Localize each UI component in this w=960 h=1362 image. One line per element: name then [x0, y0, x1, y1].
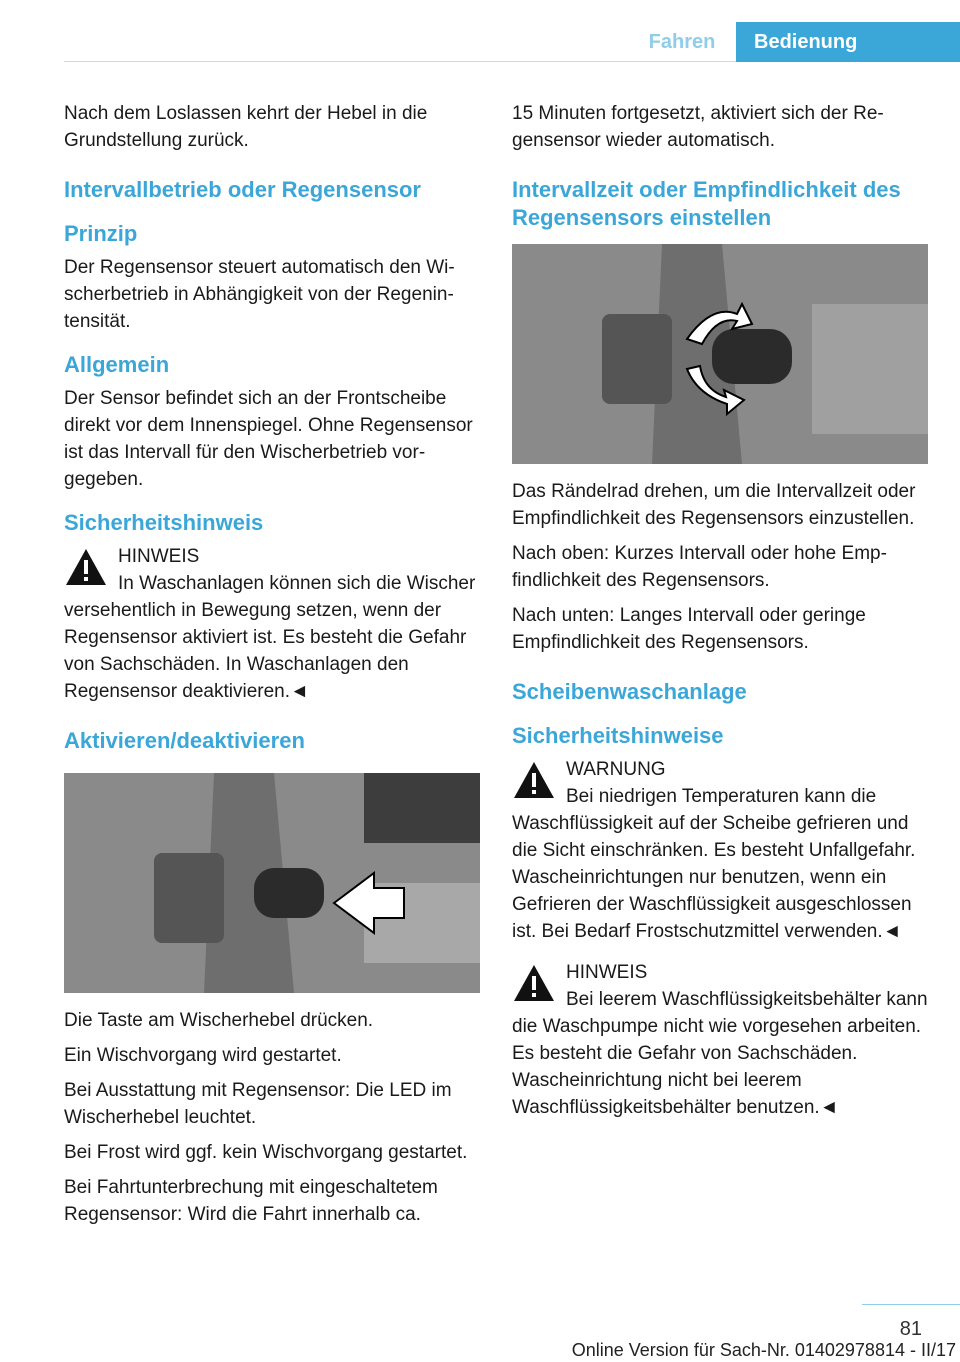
warning-triangle-icon — [512, 760, 556, 800]
lever-illustration — [64, 773, 480, 993]
heading-prinzip: Prinzip — [64, 221, 138, 246]
tab-bedienung[interactable]: Bedienung — [736, 22, 960, 62]
warning-triangle-icon — [64, 547, 108, 587]
paragraph: Die Taste am Wischerhebel drücken. — [64, 1010, 374, 1031]
warning-box — [512, 756, 932, 945]
page-number: 81 — [899, 1318, 922, 1340]
paragraph: Ein Wischvorgang wird gestartet. — [64, 1045, 342, 1066]
heading-intervallbetrieb: Intervallbetrieb oder Regensensor — [64, 177, 421, 202]
warning-title: WARNUNG — [566, 759, 666, 780]
paragraph: Das Rändelrad drehen, um die Intervallzeit oder Empfindlichkeit des Regensensors einzustellen. — [512, 481, 916, 529]
heading-allgemein: Allgemein — [64, 352, 170, 377]
heading-sicherheitshinweis: Sicherheitshinweis — [64, 510, 264, 535]
paragraph: Bei Ausstattung mit Regensensor: Die LED im Wischerhebel leuchtet. — [64, 1080, 452, 1128]
warning-box — [64, 543, 484, 705]
notice-title: HINWEIS — [566, 962, 648, 983]
paragraph: Der Regensensor steuert automatisch den Wischerbetrieb in Abhängigkeit von der Regenintensität. — [64, 257, 455, 332]
notice-box — [512, 959, 932, 1121]
wiper-lever-button-photo — [64, 773, 480, 993]
left-column — [64, 100, 484, 1236]
heading-scheibenwaschanlage: Scheibenwaschanlage — [512, 679, 747, 704]
footer-rule — [862, 1304, 960, 1305]
warning-triangle-icon — [512, 963, 556, 1003]
paragraph: Der Sensor befindet sich an der Frontscheibe direkt vor dem Innenspiegel. Ohne Regensensor ist das Intervall für den Wischerbetrieb vorgegeben. — [64, 388, 473, 490]
warning-body: In Waschanlagen können sich die Wischer versehentlich in Bewegung setzen, wenn der Regensensor aktiviert ist. Es besteht die Gefahr von Sachschäden. In Waschanlagen den Regensensor deaktivieren.◄ — [64, 573, 476, 702]
right-column — [512, 100, 932, 1129]
warning-body: Bei niedrigen Temperaturen kann die Waschflüssigkeit auf der Scheibe gefrieren und die Sicht einschränken. Es besteht Unfallgefahr. Wascheinrichtungen nur benutzen, wenn ein Gefrieren der Waschflüssigkeit ausgeschlossen ist. Bei Bedarf Frostschutzmittel verwenden.◄ — [512, 786, 916, 942]
wheel-illustration — [512, 244, 928, 464]
paragraph: Nach unten: Langes Intervall oder geringe Empfindlichkeit des Regensensors. — [512, 605, 866, 653]
paragraph: Nach dem Loslassen kehrt der Hebel in die Grundstellung zurück. — [64, 103, 428, 151]
tab-fahren[interactable]: Fahren — [648, 31, 716, 53]
thumbwheel-photo — [512, 244, 928, 464]
footer-text: Online Version für Sach-Nr. 01402978814 - II/17 — [571, 1340, 956, 1360]
paragraph: 15 Minuten fortgesetzt, aktiviert sich der Regensensor wieder automatisch. — [512, 103, 884, 151]
paragraph: Bei Frost wird ggf. kein Wischvorgang gestartet. — [64, 1142, 468, 1163]
heading-aktivieren: Aktivieren/deaktivieren — [64, 728, 305, 753]
notice-body: Bei leerem Waschflüssigkeitsbehälter kann die Waschpumpe nicht wie vorgesehen arbeiten. Es besteht die Gefahr von Sachschäden. Wascheinrichtung nicht bei leerem Waschflüssigkeitsbehälter benutzen.◄ — [512, 989, 928, 1118]
paragraph: Bei Fahrtunterbrechung mit eingeschaltetem Regensensor: Wird die Fahrt innerhalb ca. — [64, 1177, 438, 1225]
heading-intervallzeit: Intervallzeit oder Empfindlichkeit des Regensensors einstellen — [512, 177, 901, 230]
warning-title: HINWEIS — [118, 546, 200, 567]
heading-sicherheitshinweise: Sicherheitshinweise — [512, 723, 724, 748]
paragraph: Nach oben: Kurzes Intervall oder hohe Empfindlichkeit des Regensensors. — [512, 543, 887, 591]
